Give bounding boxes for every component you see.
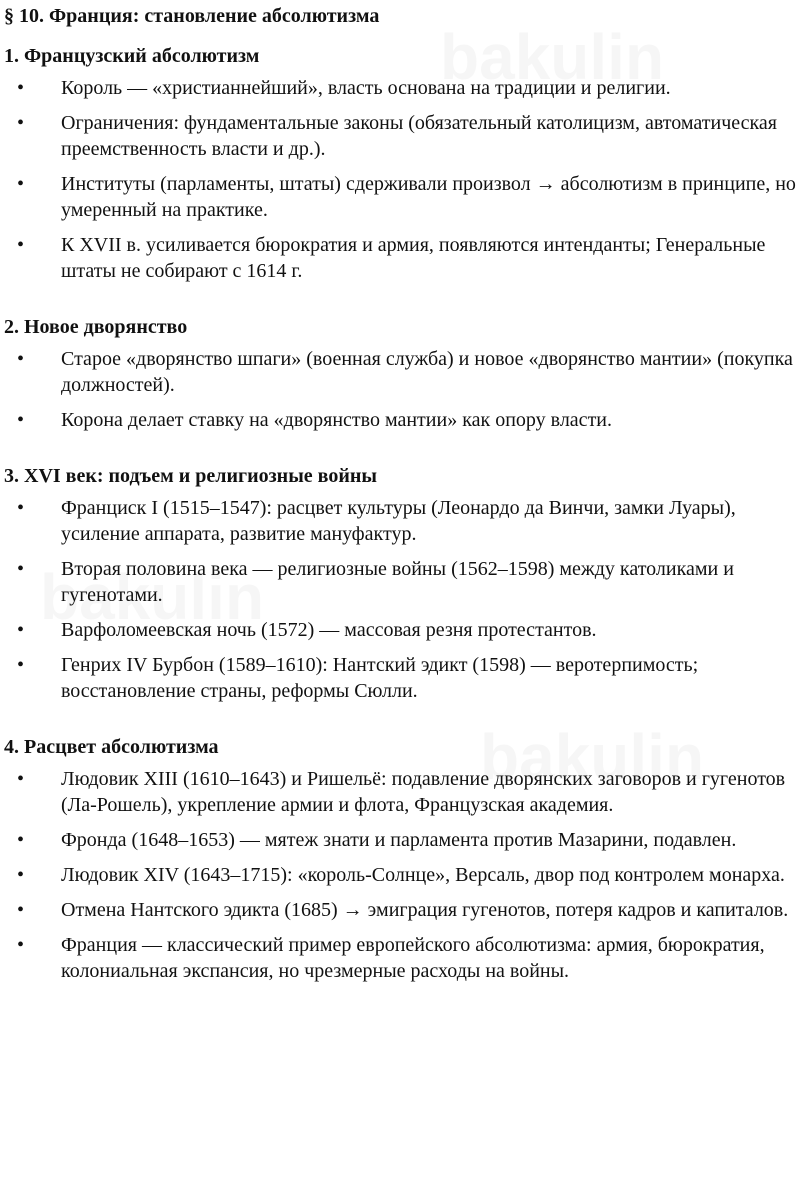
list-item: • Корона делает ставку на «дворянство мантии» как опору власти. [4, 407, 796, 433]
list-item: • Генрих IV Бурбон (1589–1610): Нантский эдикт (1598) — веротерпимость; восстановление страны, реформы Сюлли. [4, 652, 796, 704]
section-heading: 2. Новое дворянство [4, 316, 188, 338]
list-item: • Король — «христианнейший», власть основана на традиции и религии. [4, 75, 796, 101]
list-item: • Людовик XIV (1643–1715): «король-Солнце», Версаль, двор под контролем монарха. [4, 862, 796, 888]
section-2 [4, 314, 796, 433]
list-item: • Старое «дворянство шпаги» (военная служба) и новое «дворянство мантии» (покупка должностей). [4, 346, 796, 398]
section-3 [4, 463, 796, 704]
list-item: • Франция — классический пример европейского абсолютизма: армия, бюрократия, колониальная экспансия, но чрезмерные расходы на войны. [4, 932, 796, 984]
list-item: • Институты (парламенты, штаты) сдерживали произвол → абсолютизм в принципе, но умеренный на практике. [4, 171, 796, 223]
bullet-list [4, 75, 796, 284]
list-item: • Отмена Нантского эдикта (1685) → эмиграция гугенотов, потеря кадров и капиталов. [4, 897, 796, 923]
list-item: • Франциск I (1515–1547): расцвет культуры (Леонардо да Винчи, замки Луары), усиление аппарата, развитие мануфактур. [4, 495, 796, 547]
bullet-list [4, 495, 796, 704]
bullet-list [4, 346, 796, 433]
section-heading: 3. XVI век: подъем и религиозные войны [4, 465, 378, 487]
section-1 [4, 43, 796, 284]
list-item: • Варфоломеевская ночь (1572) — массовая резня протестантов. [4, 617, 796, 643]
page-title: § 10. Франция: становление абсолютизма [4, 5, 380, 27]
sections-container [4, 43, 796, 984]
list-item: • К XVII в. усиливается бюрократия и армия, появляются интенданты; Генеральные штаты не собирают с 1614 г. [4, 232, 796, 284]
list-item: • Ограничения: фундаментальные законы (обязательный католицизм, автоматическая преемственность власти и др.). [4, 110, 796, 162]
section-4 [4, 734, 796, 984]
list-item: • Вторая половина века — религиозные войны (1562–1598) между католиками и гугенотами. [4, 556, 796, 608]
list-item: • Фронда (1648–1653) — мятеж знати и парламента против Мазарини, подавлен. [4, 827, 796, 853]
section-heading: 1. Французский абсолютизм [4, 45, 260, 67]
section-heading: 4. Расцвет абсолютизма [4, 736, 219, 758]
bullet-list [4, 766, 796, 984]
list-item: • Людовик XIII (1610–1643) и Ришельё: подавление дворянских заговоров и гугенотов (Ла-Рошель), укрепление армии и флота, Французская академия. [4, 766, 796, 818]
